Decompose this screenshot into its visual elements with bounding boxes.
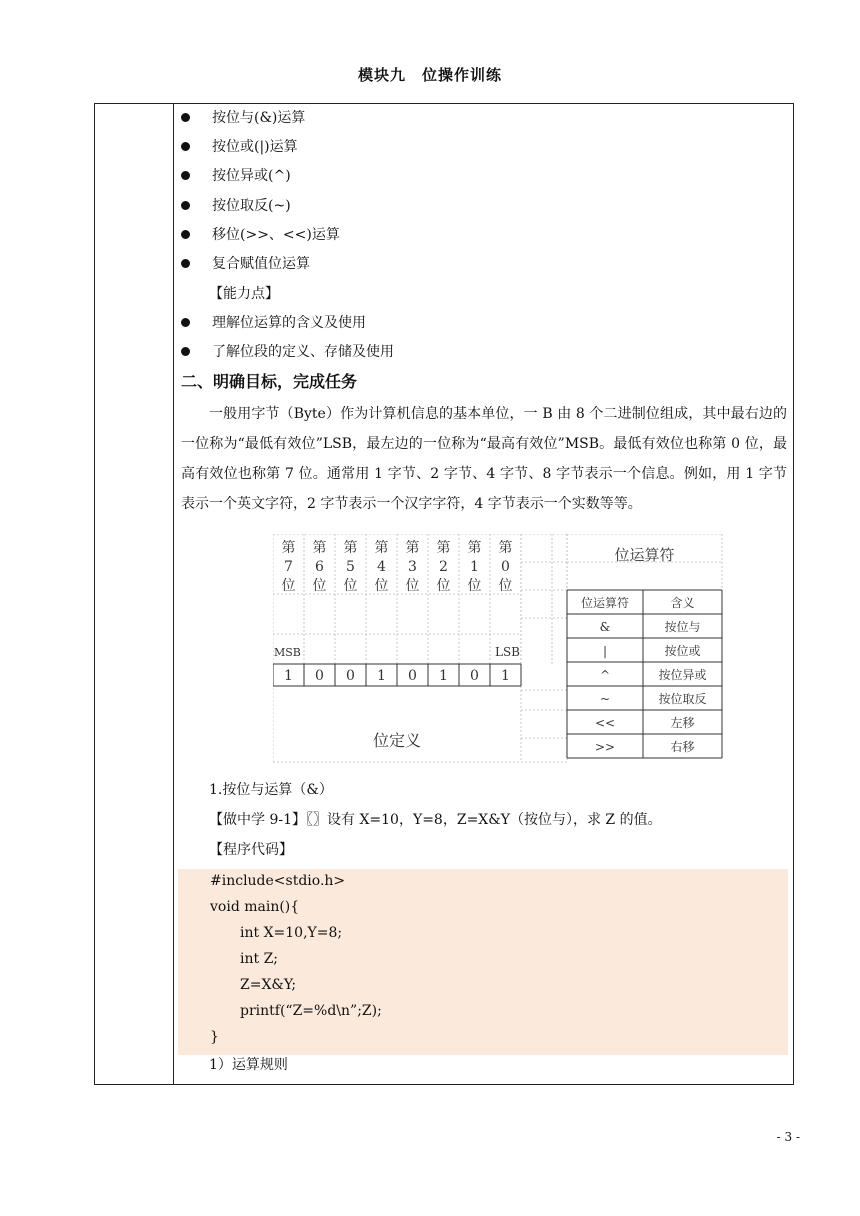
bit-definition-label: 位定义 <box>372 731 422 750</box>
operator-symbol: >> <box>594 740 616 754</box>
example-statement: 【做中学 9-1】〖〗设有 X=10，Y=8，Z=X&Y（按位与），求 Z 的值。 <box>209 812 662 828</box>
bit-header-label: 位 <box>312 578 327 594</box>
bullet-icon <box>181 201 190 210</box>
code-heading: 【程序代码】 <box>209 842 293 858</box>
content-frame: 按位与(&)运算 按位或(|)运算 按位异或(^) 按位取反(~) 移位(>>、<<)运算 复合赋值位运算 【能力点】 理解位运算的含义及使用 了解位段的定义、存储及使用 二、明确目标，完成任务 一般用字节（Byte）作为计算机信息的基本单位，一 B 由 8 个二进制位组成，其中最右边的一位称为“最低有效位”LSB，最左边的一位称为“最高有效位”MSB。最低有效位也称第 0 位，最高有效位也称第 7 位。通常用 1 字节、2 字节、4 字节、8 字节表示一个信息。例如，用 1 字节表示一个英文字符，2 字节表示一个汉字字符，4 字节表示一个实数等等。 1.按位与运算（&） 【做中学 9-1】〖〗设有 X=10，Y=8，Z=X&Y（按位与），求 Z 的值。 【程序代码】 1）运算规则 <box>94 103 794 1085</box>
operator-symbol: & <box>599 620 611 634</box>
operator-symbol: << <box>594 716 616 730</box>
page-header: 模块九 位操作训练 <box>357 66 502 84</box>
code-block <box>178 869 788 1055</box>
bit-header-label: 0 <box>501 559 510 575</box>
code-line: printf(“Z=%d\n”;Z); <box>240 1003 382 1019</box>
operator-meaning: 右移 <box>670 740 695 754</box>
bit-value: 1 <box>501 668 510 684</box>
page-number: - 3 - <box>776 1130 800 1144</box>
bit-header-label: 位 <box>498 578 513 594</box>
bullet-icon <box>181 230 190 239</box>
code-line: } <box>210 1029 219 1045</box>
operator-symbol: | <box>602 644 608 658</box>
bit-header-label: 第 <box>467 540 482 556</box>
bit-header-label: 4 <box>377 559 386 575</box>
bit-header-label: 位 <box>374 578 389 594</box>
rule-heading: 1）运算规则 <box>209 1057 288 1073</box>
operator-meaning: 左移 <box>670 716 695 730</box>
op-table-header: 含义 <box>670 596 695 610</box>
operator-meaning: 按位与 <box>664 620 701 634</box>
lsb-label: LSB <box>494 645 520 659</box>
sub-heading: 1.按位与运算（&） <box>209 782 333 798</box>
bit-value: 0 <box>470 668 479 684</box>
code-line: #include<stdio.h> <box>210 873 346 889</box>
bit-value: 0 <box>315 668 324 684</box>
intro-paragraph: 一般用字节（Byte）作为计算机信息的基本单位，一 B 由 8 个二进制位组成，其中最右边的一位称为“最低有效位”LSB，最左边的一位称为“最高有效位”MSB。最低有效位也称第 0 位，最高有效位也称第 7 位。通常用 1 字节、2 字节、4 字节、8 字节表示一个信息。例如，用 1 字节表示一个英文字符，2 字节表示一个汉字字符，4 字节表示一个实数等等。 <box>181 406 787 512</box>
bit-header-label: 第 <box>405 540 420 556</box>
bit-header-label: 位 <box>405 578 420 594</box>
bit-header-label: 5 <box>346 559 355 575</box>
bit-header-label: 2 <box>439 559 448 575</box>
code-line: int X=10,Y=8; <box>240 925 343 941</box>
operator-meaning: 按位取反 <box>658 692 707 706</box>
section-title: 二、明确目标，完成任务 <box>181 372 358 391</box>
bit-value: 1 <box>377 668 386 684</box>
bullet-icon <box>181 318 190 327</box>
bit-value: 1 <box>284 668 293 684</box>
msb-label: MSB <box>274 646 301 659</box>
bit-header-label: 第 <box>343 540 358 556</box>
bit-header-label: 1 <box>470 559 479 575</box>
code-line: int Z; <box>240 951 279 967</box>
column-divider <box>173 104 174 1084</box>
bit-header-label: 第 <box>312 540 327 556</box>
bit-header-label: 第 <box>436 540 451 556</box>
bit-header-label: 位 <box>467 578 482 594</box>
op-table-title: 位运算符 <box>614 546 675 564</box>
bit-header-label: 6 <box>315 559 324 575</box>
bullet-icon <box>181 171 190 180</box>
bit-value: 0 <box>346 668 355 684</box>
bit-value: 0 <box>408 668 417 684</box>
operator-symbol: ^ <box>599 668 611 682</box>
bit-figure <box>273 534 723 764</box>
ability-heading: 【能力点】 <box>209 286 279 302</box>
bit-value: 1 <box>439 668 448 684</box>
bullet-icon <box>181 142 190 151</box>
code-line: Z=X&Y; <box>240 977 297 993</box>
bit-header-label: 3 <box>408 559 417 575</box>
bit-header-label: 7 <box>284 559 293 575</box>
bullet-icon <box>181 259 190 268</box>
bit-header-label: 位 <box>343 578 358 594</box>
operator-meaning: 按位异或 <box>658 668 707 682</box>
code-line: void main(){ <box>210 899 300 915</box>
bullet-icon <box>181 113 190 122</box>
operator-meaning: 按位或 <box>664 644 701 658</box>
bullet-icon <box>181 347 190 356</box>
bit-header-label: 位 <box>436 578 451 594</box>
op-table-header: 位运算符 <box>580 596 630 610</box>
bit-header-label: 第 <box>374 540 389 556</box>
operator-symbol: ~ <box>599 692 611 706</box>
bit-header-label: 第 <box>281 540 296 556</box>
bit-header-label: 位 <box>281 578 296 594</box>
bit-header-label: 第 <box>498 540 513 556</box>
